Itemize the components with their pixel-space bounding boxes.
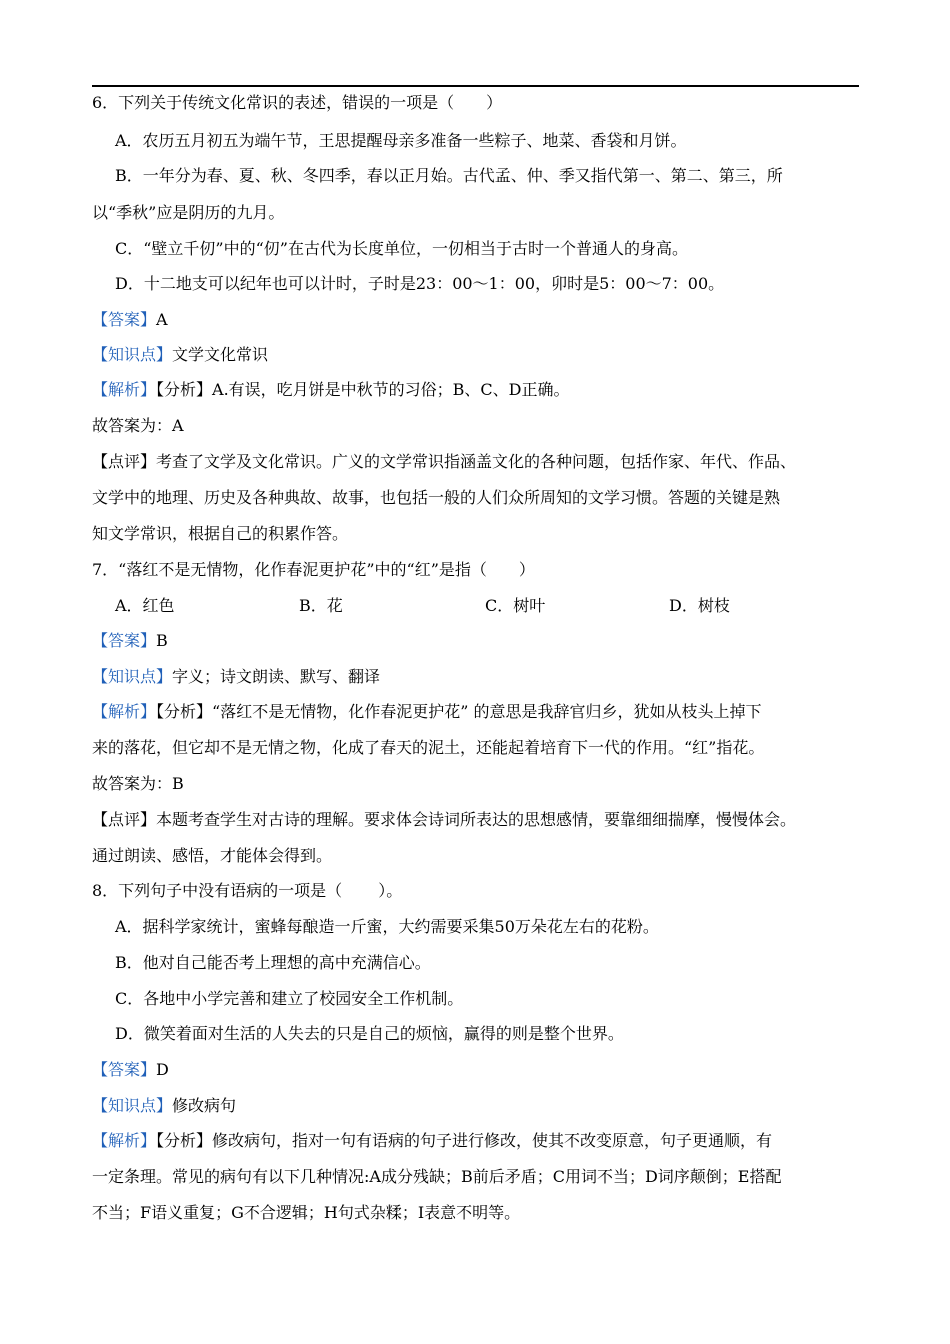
q6-analysis-text: 【分析】A.有误，吃月饼是中秋节的习俗；B、C、D正确。 — [156, 380, 570, 399]
q8-answer — [92, 1060, 169, 1080]
header-rule — [92, 85, 859, 87]
q6-option-b-line2: 以“季秋”应是阴历的九月。 — [92, 203, 285, 222]
q6-comment-line1: 【点评】考查了文学及文化常识。广义的文学常识指涵盖文化的各种问题，包括作家、年代、作品、 — [92, 452, 797, 471]
q6-option-b-line1: B．一年分为春、夏、秋、冬四季，春以正月始。古代孟、仲、季又指代第一、第二、第三，所 — [115, 166, 783, 185]
answer-label: 【答案】 — [92, 310, 157, 329]
q7-option-b: B．花 — [299, 596, 343, 615]
q7-knowledge-value: 字义；诗文朗读、默写、翻译 — [172, 667, 381, 686]
q8-stem — [92, 881, 402, 901]
q6-knowledge-value: 文学文化常识 — [172, 345, 269, 364]
q7-conclusion: 故答案为：B — [92, 774, 184, 793]
q6-option-a: A．农历五月初五为端午节，王思提醒母亲多准备一些粽子、地菜、香袋和月饼。 — [115, 131, 687, 150]
q6-conclusion: 故答案为：A — [92, 416, 184, 435]
q8-analysis-line2: 一定条理。常见的病句有以下几种情况:A成分残缺；B前后矛盾；C用词不当；D词序颠倒；E搭配 — [92, 1167, 782, 1186]
knowledge-label: 【知识点】 — [92, 667, 173, 686]
q7-answer — [92, 631, 168, 651]
q7-comment-line1: 【点评】本题考查学生对古诗的理解。要求体会诗词所表达的思想感情，要靠细细揣摩，慢慢体会。 — [92, 810, 797, 829]
q6-analysis — [92, 380, 570, 400]
q8-option-b: B．他对自己能否考上理想的高中充满信心。 — [115, 953, 431, 972]
q7-stem: 7．“落红不是无情物，化作春泥更护花”中的“红”是指（ ） — [92, 560, 535, 579]
q7-option-d: D．树枝 — [669, 596, 730, 615]
answer-label: 【答案】 — [92, 631, 157, 650]
q8-knowledge-value: 修改病句 — [172, 1096, 237, 1115]
q6-option-c: C．“壁立千仞”中的“仞”在古代为长度单位，一仞相当于古时一个普通人的身高。 — [115, 239, 688, 258]
q8-stem-end: ）。 — [378, 881, 403, 900]
q6-option-d: D．十二地支可以纪年也可以计时，子时是23：00～1：00，卯时是5：00～7：00。 — [115, 274, 725, 293]
q6-comment-line2: 文学中的地理、历史及各种典故、故事，也包括一般的人们众所周知的文学习惯。答题的关键是熟 — [92, 488, 781, 507]
q6-answer-value: A — [156, 310, 168, 329]
analysis-label: 【解析】 — [92, 702, 157, 721]
analysis-label: 【解析】 — [92, 1131, 157, 1150]
knowledge-label: 【知识点】 — [92, 1096, 173, 1115]
q8-stem-start: 8．下列句子中没有语病的一项是（ — [92, 881, 343, 900]
q6-knowledge — [92, 345, 268, 365]
q7-analysis-line2: 来的落花，但它却不是无情之物，化成了春天的泥土，还能起着培育下一代的作用。“红”指花。 — [92, 738, 765, 757]
q7-option-a: A．红色 — [115, 596, 175, 615]
q7-comment-line2: 通过朗读、感悟，才能体会得到。 — [92, 846, 333, 865]
knowledge-label: 【知识点】 — [92, 345, 173, 364]
q7-analysis-text: 【分析】“落红不是无情物，化作春泥更护花” 的意思是我辞官归乡，犹如从枝头上掉下 — [156, 702, 762, 721]
q7-analysis-line1 — [92, 702, 761, 722]
analysis-label: 【解析】 — [92, 380, 157, 399]
q7-answer-value: B — [156, 631, 168, 650]
q6-answer — [92, 310, 168, 330]
q8-knowledge — [92, 1096, 236, 1116]
q8-answer-value: D — [156, 1060, 169, 1079]
q8-analysis-line1 — [92, 1131, 772, 1151]
q8-analysis-line3: 不当；F语义重复；G不合逻辑；H句式杂糅；I表意不明等。 — [92, 1203, 521, 1222]
q8-option-c: C．各地中小学完善和建立了校园安全工作机制。 — [115, 989, 464, 1008]
answer-label: 【答案】 — [92, 1060, 157, 1079]
q8-analysis-text: 【分析】修改病句，指对一句有语病的句子进行修改，使其不改变原意，句子更通顺，有 — [156, 1131, 773, 1150]
q7-option-c: C．树叶 — [485, 596, 546, 615]
q8-option-d: D．微笑着面对生活的人失去的只是自己的烦恼，赢得的则是整个世界。 — [115, 1024, 624, 1043]
q7-knowledge — [92, 667, 380, 687]
q8-option-a: A．据科学家统计，蜜蜂每酿造一斤蜜，大约需要采集50万朵花左右的花粉。 — [115, 917, 659, 936]
q6-comment-line3: 知文学常识，根据自己的积累作答。 — [92, 524, 349, 543]
q6-stem: 6．下列关于传统文化常识的表述，错误的一项是（ ） — [92, 93, 503, 112]
